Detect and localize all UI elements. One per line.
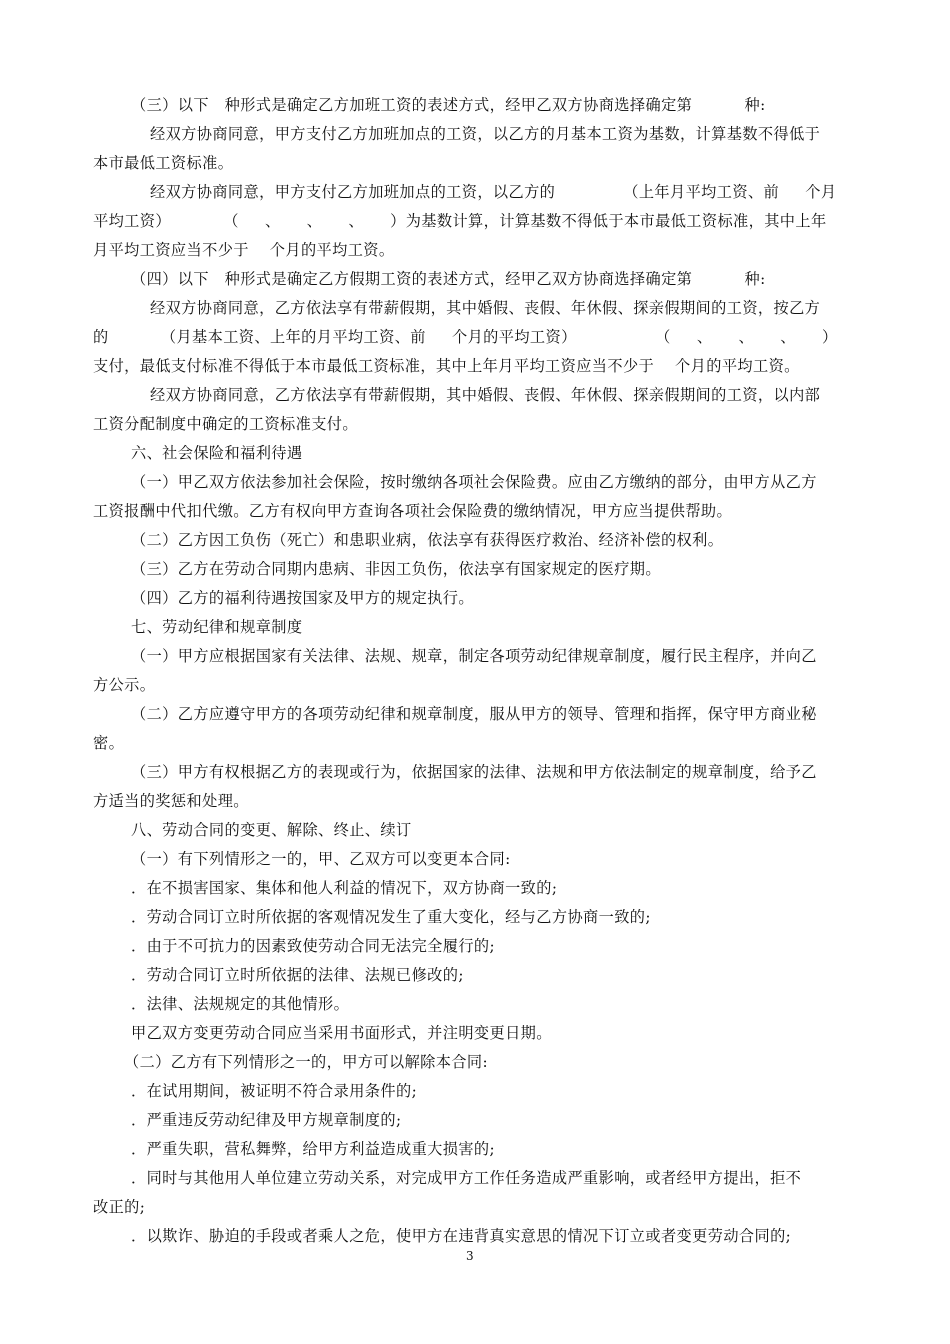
text-line: 改正的; (93, 1198, 146, 1216)
text-line: 本市最低工资标准。 (93, 154, 234, 172)
list-item: ．法律、法规规定的其他情形。 (131, 995, 350, 1013)
text-line: （一）有下列情形之一的，甲、乙双方可以变更本合同: (131, 850, 511, 868)
list-item: ．严重失职，营私舞弊，给甲方利益造成重大损害的; (131, 1140, 496, 1158)
list-item: ．同时与其他用人单位建立劳动关系，对完成甲方工作任务造成严重影响，或者经甲方提出，拒不 (131, 1169, 802, 1187)
text-line: （二）乙方应遵守甲方的各项劳动纪律和规章制度，服从甲方的领导、管理和指挥，保守甲方商业秘 (131, 705, 817, 723)
list-item: ．以欺诈、胁迫的手段或者乘人之危，使甲方在违背真实意思的情况下订立或者变更劳动合同的; (131, 1227, 792, 1245)
list-item: ．严重违反劳动纪律及甲方规章制度的; (131, 1111, 402, 1129)
list-item: ．在试用期间，被证明不符合录用条件的; (131, 1082, 418, 1100)
text-line: 工资分配制度中确定的工资标准支付。 (93, 415, 358, 433)
section-heading: 七、劳动纪律和规章制度 (131, 618, 303, 636)
text-line: （三）甲方有权根据乙方的表现或行为，依据国家的法律、法规和甲方依法制定的规章制度，给予乙 (131, 763, 817, 781)
text-line: 甲乙双方变更劳动合同应当采用书面形式，并注明变更日期。 (131, 1024, 552, 1042)
section-heading: 八、劳动合同的变更、解除、终止、续订 (131, 821, 412, 839)
page-number: 3 (466, 1249, 474, 1263)
list-item: ．在不损害国家、集体和他人利益的情况下，双方协商一致的; (131, 879, 558, 897)
list-item: ．劳动合同订立时所依据的法律、法规已修改的; (131, 966, 464, 984)
text-line: （二）乙方有下列情形之一的，甲方可以解除本合同: (124, 1053, 489, 1071)
text-line: （四）乙方的福利待遇按国家及甲方的规定执行。 (131, 589, 474, 607)
list-item: ．由于不可抗力的因素致使劳动合同无法完全履行的; (131, 937, 496, 955)
text-line: （三）以下 种形式是确定乙方加班工资的表述方式，经甲乙双方协商选择确定第 种: (131, 96, 766, 114)
text-line: 平均工资） （ 、 、 、 ）为基数计算，计算基数不得低于本市最低工资标准，其中上年 (93, 212, 827, 230)
text-line: 经双方协商同意，甲方支付乙方加班加点的工资，以乙方的 （上年月平均工资、前 个月 (150, 183, 837, 201)
text-line: （一）甲方应根据国家有关法律、法规、规章，制定各项劳动纪律规章制度，履行民主程序，并向乙 (131, 647, 817, 665)
text-line: 月平均工资应当不少于 个月的平均工资。 (93, 241, 395, 259)
text-line: 工资报酬中代扣代缴。乙方有权向甲方查询各项社会保险费的缴纳情况，甲方应当提供帮助。 (93, 502, 733, 520)
text-line: （二）乙方因工负伤（死亡）和患职业病，依法享有获得医疗救治、经济补偿的权利。 (131, 531, 724, 549)
text-line: 方公示。 (93, 676, 156, 694)
list-item: ．劳动合同订立时所依据的客观情况发生了重大变化，经与乙方协商一致的; (131, 908, 651, 926)
section-heading: 六、社会保险和福利待遇 (131, 444, 303, 462)
text-line: 经双方协商同意，乙方依法享有带薪假期，其中婚假、丧假、年休假、探亲假期间的工资，以内部 (150, 386, 821, 404)
text-line: 支付，最低支付标准不得低于本市最低工资标准，其中上年月平均工资应当不少于 个月的平均工资。 (93, 357, 800, 375)
text-line: 的 （月基本工资、上年的月平均工资、前 个月的平均工资） （ 、 、 、 ） (93, 328, 838, 346)
text-line: （一）甲乙双方依法参加社会保险，按时缴纳各项社会保险费。应由乙方缴纳的部分，由甲方从乙方 (131, 473, 817, 491)
text-line: 密。 (93, 734, 125, 752)
text-line: （三）乙方在劳动合同期内患病、非因工负伤，依法享有国家规定的医疗期。 (131, 560, 661, 578)
text-line: 方适当的奖惩和处理。 (93, 792, 249, 810)
text-line: 经双方协商同意，乙方依法享有带薪假期，其中婚假、丧假、年休假、探亲假期间的工资，按乙方 (150, 299, 821, 317)
text-line: 经双方协商同意，甲方支付乙方加班加点的工资，以乙方的月基本工资为基数，计算基数不得低于 (150, 125, 821, 143)
text-line: （四）以下 种形式是确定乙方假期工资的表述方式，经甲乙双方协商选择确定第 种: (131, 270, 766, 288)
